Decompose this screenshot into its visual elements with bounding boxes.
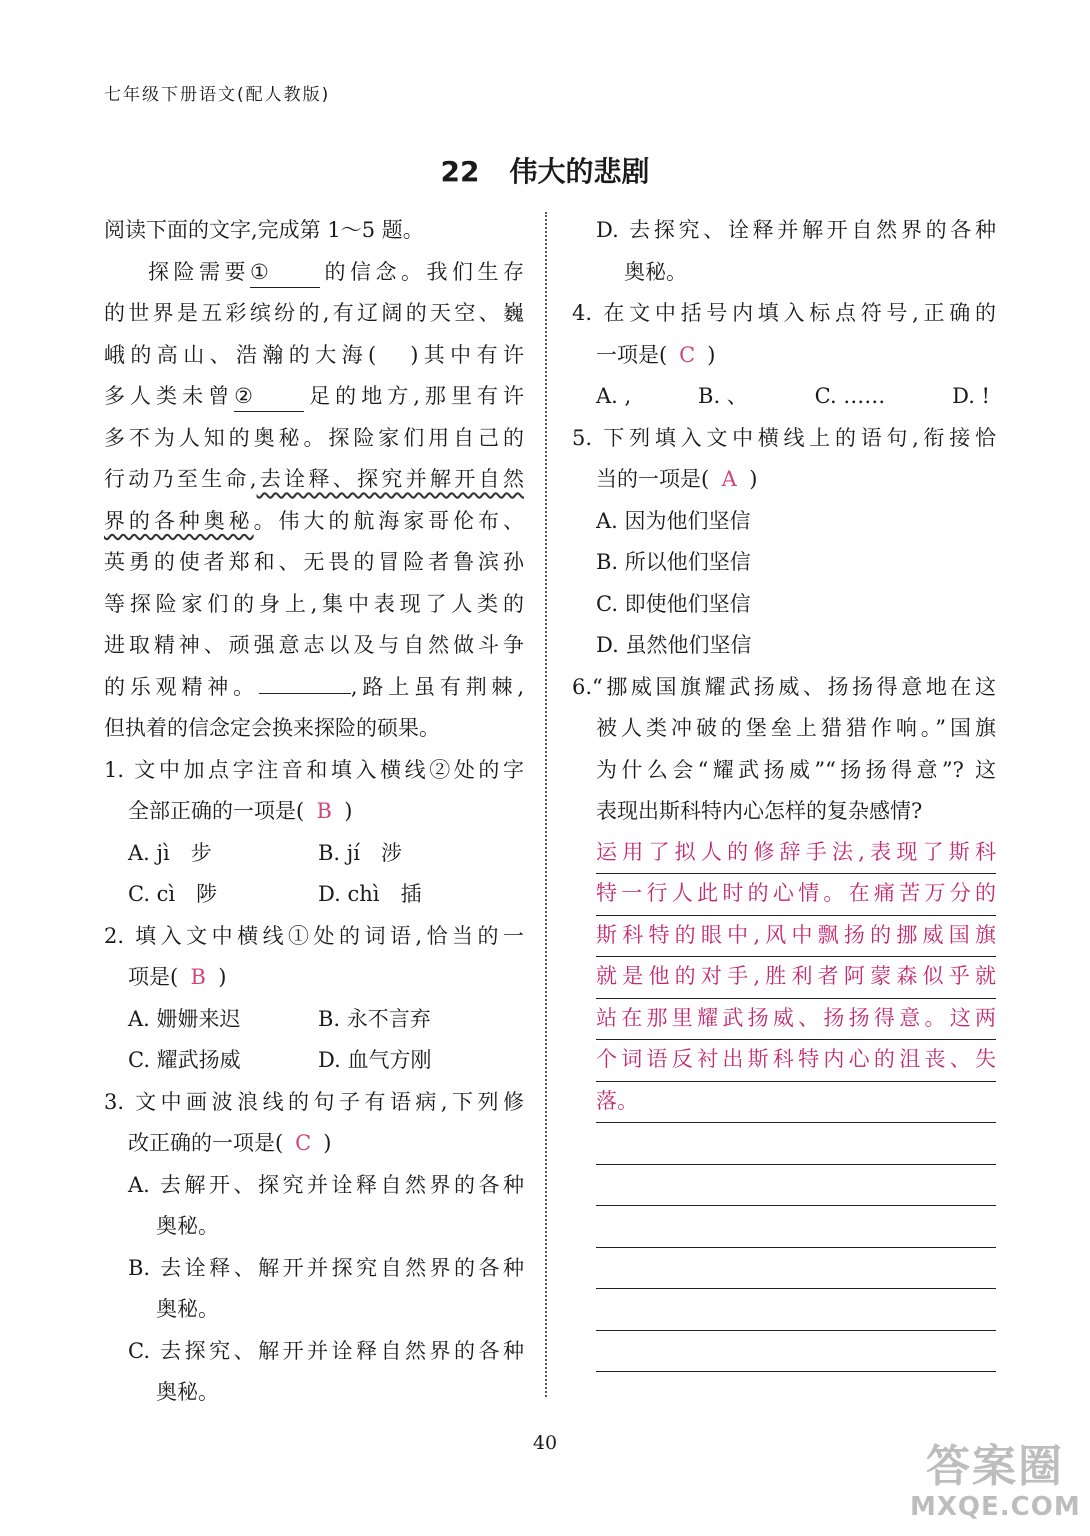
question-stem: 2. 填入文中横线①处的词语,恰当的一: [104, 923, 524, 948]
question-stem: 被人类冲破的堡垒上猎猎作响。”国旗: [596, 716, 996, 740]
page-number: 40: [532, 1432, 558, 1454]
option-continued: 奥秘。: [156, 1214, 219, 1238]
option: C. ……: [814, 384, 886, 408]
passage-line: 但执着的信念定会换来探险的硕果。: [104, 716, 440, 740]
question-5: [572, 418, 996, 667]
question-stem: 一项是( C ): [596, 335, 996, 377]
answer-choice: B: [190, 965, 206, 989]
question-stem: 项是( B ): [104, 957, 524, 999]
handwritten-answer-line: 就是他的对手,胜利者阿蒙森似乎就: [596, 957, 996, 999]
option: B. 去诠释、解开并探究自然界的各种: [128, 1255, 524, 1280]
handwritten-answer-line: 个词语反衬出斯科特内心的沮丧、失: [596, 1040, 996, 1082]
options-row: [104, 874, 524, 916]
reading-passage: [104, 252, 524, 750]
blank-answer-line: [596, 1165, 996, 1207]
option: A. 去解开、探究并诠释自然界的各种: [128, 1172, 524, 1197]
answer-choice: C: [679, 342, 696, 367]
blank-1: ①: [250, 257, 320, 288]
blank-3: [259, 693, 351, 694]
blank-answer-line: [596, 1289, 996, 1331]
option-continued: 奥秘。: [156, 1297, 219, 1321]
answer-choice: B: [316, 799, 332, 823]
lesson-name: 伟大的悲剧: [509, 155, 650, 188]
option: A. 因为他们坚信: [596, 508, 751, 533]
passage-line: 进取精神、顽强意志以及与自然做斗争: [104, 633, 524, 657]
option: C. 即使他们坚信: [596, 591, 751, 616]
answer-area: [596, 833, 996, 1373]
lesson-number: 22: [440, 155, 480, 188]
passage-line: 的乐观精神。 ,路上虽有荆棘,: [104, 674, 525, 699]
blank-answer-line: [596, 1331, 996, 1373]
passage-line: 多人类未曾② 足的地方,那里有许: [104, 376, 524, 418]
passage-line: 探险需要① 的信念。我们生存: [104, 252, 524, 294]
blank-2: ②: [234, 381, 304, 412]
watermark-text: 答案圈: [926, 1441, 1064, 1492]
handwritten-answer-line: 特一行人此时的心情。在痛苦万分的: [596, 874, 996, 916]
passage-line: 界的各种奥秘。伟大的航海家哥伦布、: [104, 508, 524, 533]
option-continued: 奥秘。: [156, 1380, 219, 1404]
options-row: [104, 999, 524, 1041]
handwritten-answer-line: 斯科特的眼中,风中飘扬的挪威国旗: [596, 916, 996, 958]
option: D. !: [952, 384, 990, 408]
question-4: [572, 293, 996, 418]
options-row: [596, 376, 996, 418]
watermark-logo: [910, 1442, 1080, 1530]
question-stem: 1. 文中加点字注音和填入横线②处的字: [104, 757, 524, 782]
option: A. jì 步: [128, 840, 212, 865]
right-column: [572, 210, 996, 1372]
passage-line: 英勇的使者郑和、无畏的冒险者鲁滨孙: [104, 550, 524, 574]
question-3: [104, 1082, 524, 1414]
left-column: [104, 210, 524, 1414]
options-row: [104, 833, 524, 875]
option: C. 耀武扬威: [128, 1048, 241, 1072]
instructions: 阅读下面的文字,完成第 1～5 题。: [104, 218, 424, 242]
option: C. cì 陟: [128, 882, 218, 906]
option: B. 、: [698, 384, 748, 408]
option: C. 去探究、解开并诠释自然界的各种: [128, 1338, 524, 1363]
lesson-title: [0, 150, 1090, 190]
blank-answer-line: [596, 1248, 996, 1290]
question-stem: 全部正确的一项是( B ): [104, 791, 524, 833]
question-6: [572, 667, 996, 1373]
question-stem: 改正确的一项是( C ): [104, 1123, 524, 1165]
passage-line: 行动乃至生命,去诠释、探究并解开自然: [104, 467, 524, 491]
book-header: 七年级下册语文(配人教版): [104, 85, 331, 105]
option: D. 虽然他们坚信: [596, 633, 752, 657]
handwritten-answer-line: 落。: [596, 1082, 996, 1124]
option: B. 永不言弃: [318, 1006, 431, 1031]
passage-line: 等探险家们的身上,集中表现了人类的: [104, 591, 524, 616]
question-1: [104, 750, 524, 916]
options-row: [104, 1040, 524, 1082]
question-stem: 3. 文中画波浪线的句子有语病,下列修: [104, 1089, 524, 1114]
question-stem: 6.“挪威国旗耀武扬威、扬扬得意地在这: [572, 674, 996, 699]
blank-answer-line: [596, 1206, 996, 1248]
option: D. 血气方刚: [318, 1048, 432, 1072]
option: A. ,: [596, 384, 632, 408]
passage-line: 峨的高山、浩瀚的大海( )其中有许: [104, 342, 524, 367]
question-2: [104, 916, 524, 1082]
question-stem: 当的一项是( A ): [596, 459, 996, 501]
option: B. jí 涉: [318, 840, 403, 865]
blank-answer-line: [596, 1123, 996, 1165]
answer-choice: C: [295, 1131, 312, 1155]
option-continued: 奥秘。: [624, 259, 687, 284]
question-stem: 4. 在文中括号内填入标点符号,正确的: [572, 301, 996, 325]
option: D. 去探究、诠释并解开自然界的各种: [596, 218, 996, 242]
column-divider: [545, 212, 547, 1397]
option: D. chì 插: [318, 882, 422, 906]
option: B. 所以他们坚信: [596, 550, 751, 574]
question-stem: 5. 下列填入文中横线上的语句,衔接恰: [572, 425, 996, 450]
question-stem: 为什么会“耀武扬威”“扬扬得意”? 这: [596, 757, 996, 782]
answer-choice: A: [721, 467, 737, 491]
option: A. 姗姗来迟: [128, 1006, 241, 1031]
watermark-url: MXQE.COM: [910, 1492, 1081, 1522]
question-stem: 表现出斯科特内心怎样的复杂感情?: [596, 799, 923, 823]
passage-line: 的世界是五彩缤纷的,有辽阔的天空、巍: [104, 301, 524, 325]
handwritten-answer-line: 站在那里耀武扬威、扬扬得意。这两: [596, 999, 996, 1041]
wavy-underlined-sentence: 去诠释、探究并解开自然: [256, 467, 524, 491]
wavy-underlined-sentence: 界的各种奥秘: [104, 508, 254, 533]
passage-line: 多不为人知的奥秘。探险家们用自己的: [104, 425, 524, 450]
handwritten-answer-line: 运用了拟人的修辞手法,表现了斯科: [596, 833, 996, 875]
